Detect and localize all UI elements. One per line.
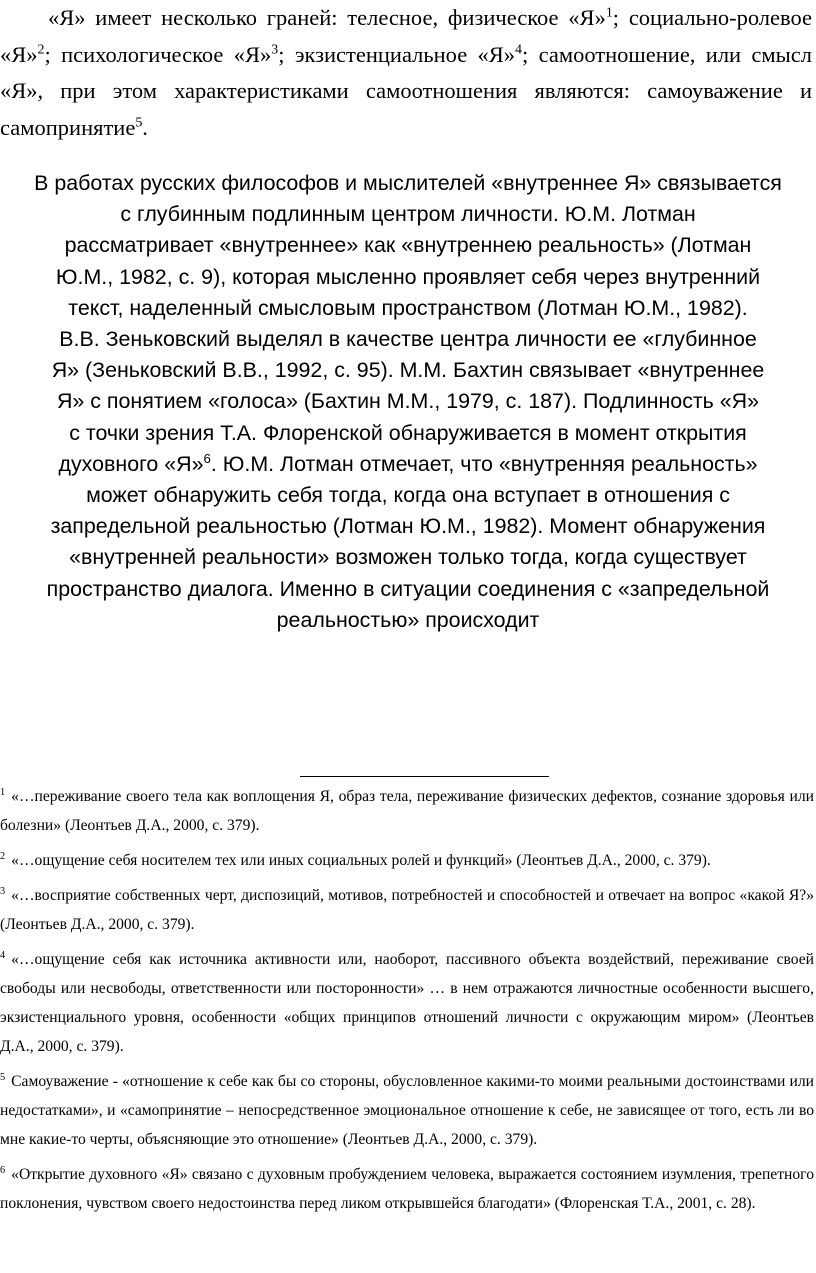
footnotes [0,782,814,1224]
footnote-number: 1 [0,786,6,798]
text-line: «внутренней реальности» возможен только тогда, когда существует [69,545,747,570]
text-line: В.В. Зеньковский выделял в качестве центра личности ее «глубинное [59,327,757,352]
footnote-ref-1[interactable]: 1 [605,5,613,21]
footnote-number: 3 [0,885,6,897]
footnote-separator [300,776,549,777]
text-line: Я» с понятием «голоса» (Бахтин М.М., 1979, с. 187). Подлинность «Я» [56,389,760,414]
para1-text: . [142,114,148,140]
footnote-text: «…ощущение себя носителем тех или иных социальных ролей и функций» (Леонтьев Д.А., 2000, с. 379). [11,852,711,869]
footnote-6 [0,1160,814,1218]
footnote-number: 4 [0,949,6,961]
footnote-text: Самоуважение - «отношение к себе как бы со стороны, обусловленное какими-то моими реальными достоинствами или недостатками», и «самопринятие – непосредственное эмоциональное отношение к себе, не зависящее от того, есть ли во мне какие-то черты, объясняющие это отношение» (Леонтьев Д.А., 2000, с. 379). [0,1073,814,1148]
text-line: Я» (Зеньковский В.В., 1992, с. 95). М.М. Бахтин связывает «внутреннее [51,358,765,383]
text-line: запредельной реальностью (Лотман Ю.М., 1982). Момент обнаружения [50,514,766,539]
footnote-2 [0,846,814,875]
footnote-text: «Открытие духовного «Я» связано с духовным пробуждением человека, выражается состоянием изумления, трепетного поклонения, чувством своего недостоинства перед ликом открывшейся благодати» (Флоренская Т.А., 2001, с. 28). [0,1166,814,1212]
text-line: реальностью» происходит [276,607,540,632]
text-line: рассматривает «внутреннее» как «внутреннею реальность» (Лотман [64,233,752,258]
footnote-ref-3[interactable]: 3 [271,42,279,57]
paragraph-2 [0,168,816,636]
footnote-1 [0,782,814,840]
text-line: может обнаружить себя тогда, когда она вступает в отношения с [86,483,730,508]
footnote-number: 6 [0,1164,6,1176]
footnote-ref-5[interactable]: 5 [135,115,143,130]
text-line [0,449,816,480]
footnote-number: 5 [0,1071,6,1083]
footnote-ref-2[interactable]: 2 [37,42,45,57]
footnote-ref-4[interactable]: 4 [515,42,523,57]
footnote-text: «…ощущение себя как источника активности или, наоборот, пассивного объекта воздействий, переживание своей свободы или несвободы, ответственности или посторонности» … в нем отражаются личностные особенности высшего, экзистенциального уровня, особенности «общих принципов отношений личности с окружающим миром» (Леонтьев Д.А., 2000, с. 379). [0,951,814,1055]
text-line: с глубинным подлинным центром личности. Ю.М. Лотман [120,202,696,227]
para1-text: ; экзистенциальное «Я» [278,41,516,67]
text-line-part: . Ю.М. Лотман отмечает, что «внутренняя реальность» [210,451,758,476]
footnote-4 [0,945,814,1061]
footnote-ref-6[interactable]: 6 [203,450,211,466]
para1-text: ; социально-ролевое «Я» [0,5,812,67]
text-line: пространство диалога. Именно в ситуации соединения с «запредельной [46,576,770,601]
text-line: В работах русских философов и мыслителей «внутреннее Я» связывается [34,171,782,195]
footnote-number: 2 [0,850,6,862]
paragraph-1 [0,0,812,146]
text-line: Ю.М., 1982, с. 9), которая мысленно проявляет себя через внутренний [55,264,761,289]
para1-text: ; самоотношение, или смысл «Я», при этом характеристиками самоотношения являются: самоуважение и самопринятие [0,41,812,140]
para1-text: «Я» имеет несколько граней: телесное, физическое «Я» [48,5,606,30]
text-line-part: духовного «Я» [58,451,204,476]
footnote-5 [0,1067,814,1154]
footnote-text: «…восприятие собственных черт, диспозиций, мотивов, потребностей и способностей и отвечает на вопрос «какой Я?» (Леонтьев Д.А., 2000, с. 379). [0,887,814,933]
text-line: текст, наделенный смысловым пространством (Лотман Ю.М., 1982). [68,295,748,320]
text-line: с точки зрения Т.А. Флоренской обнаруживается в момент открытия [69,420,747,445]
footnote-3 [0,881,814,939]
footnote-text: «…переживание своего тела как воплощения Я, образ тела, переживание физических дефектов, сознание здоровья или болезни» (Леонтьев Д.А., 2000, с. 379). [0,788,814,834]
para1-text: ; психологическое «Я» [44,41,272,67]
